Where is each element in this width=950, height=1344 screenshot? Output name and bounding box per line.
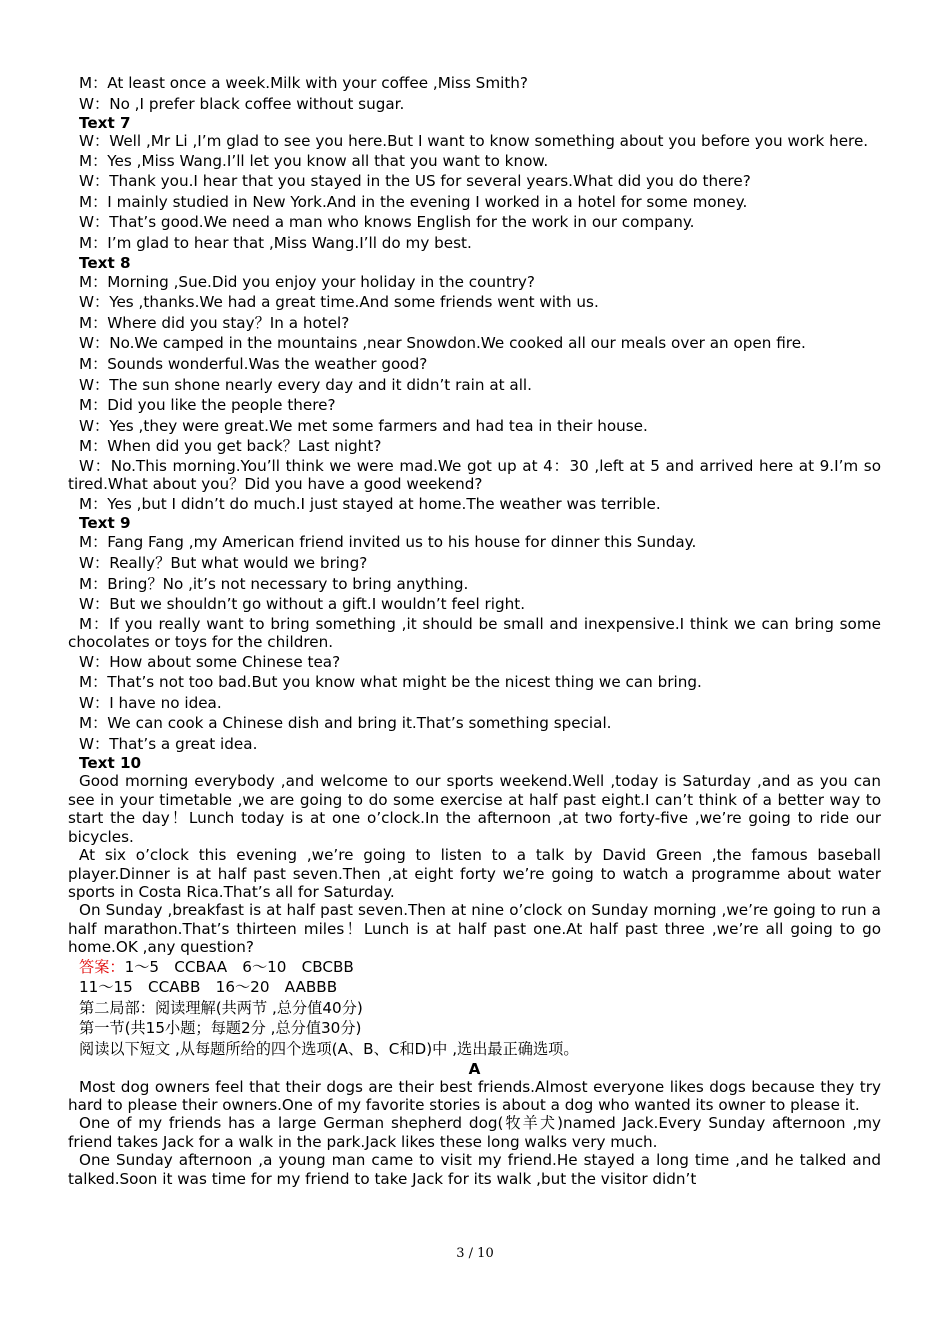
- section-heading-text10: Text 10: [79, 754, 142, 773]
- dialogue-line: M：Did you like the people there?: [79, 396, 336, 415]
- dialogue-line: M：When did you get back？Last night?: [79, 437, 382, 456]
- dialogue-paragraph: W：No.This morning.You’ll think we were mad.We got up at 4：30 ,left at 5 and arrived here at 9.I’m so tired.What about you？Did you have a good weekend?: [68, 456, 881, 494]
- dialogue-line: W：Thank you.I hear that you stayed in the US for several years.What did you do there?: [79, 172, 751, 191]
- document-page: [68, 73, 881, 1188]
- section-heading-text8: Text 8: [79, 253, 131, 272]
- dialogue-line: M：Where did you stay？In a hotel?: [79, 313, 350, 332]
- dialogue-line: W：How about some Chinese tea?: [79, 652, 341, 671]
- section-heading-text7: Text 7: [79, 114, 131, 133]
- dialogue-line: W：Yes ,thanks.We had a great time.And some friends went with us.: [79, 293, 599, 312]
- dialogue-line: M：That’s not too bad.But you know what might be the nicest thing we can bring.: [79, 673, 702, 692]
- dialogue-line: M：Yes ,but I didn’t do much.I just stayed at home.The weather was terrible.: [79, 494, 661, 513]
- dialogue-line: M：Yes ,Miss Wang.I’ll let you know all that you want to know.: [79, 151, 549, 170]
- dialogue-line: W：I have no idea.: [79, 693, 222, 712]
- dialogue-paragraph: W：Well ,Mr Li ,I’m glad to see you here.But I want to know something about you before you work here.: [79, 132, 869, 151]
- dialogue-line: M：I mainly studied in New York.And in the evening I worked in a hotel for some money.: [79, 192, 748, 211]
- dialogue-paragraph: M：If you really want to bring something ,it should be small and inexpensive.I think we can bring some chocolates or toys for the children.: [68, 614, 881, 652]
- monologue-paragraph: On Sunday ,breakfast is at half past seven.Then at nine o’clock on Sunday morning ,we’re going to run a half marathon.That’s thirteen miles！Lunch is at half past one.At half past three ,we’re all going to go home.OK ,any question?: [68, 901, 881, 957]
- instruction-text: 阅读以下短文 ,从每题所给的四个选项(A、B、C和D)中 ,选出最正确选项。: [79, 1039, 579, 1058]
- dialogue-line: M：We can cook a Chinese dish and bring it.That’s something special.: [79, 714, 612, 733]
- dialogue-line: M：At least once a week.Milk with your coffee ,Miss Smith?: [79, 74, 528, 92]
- monologue-paragraph: At six o’clock this evening ,we’re going to listen to a talk by David Green ,the famous baseball player.Dinner is at half past seven.Then ,at eight forty we’re going to watch a programme about water sports in Costa Rica.That’s all for Saturday.: [68, 846, 881, 901]
- dialogue-line: W：No.We camped in the mountains ,near Snowdon.We cooked all our meals over an open fire.: [79, 334, 806, 353]
- section-heading: 第一节(共15小题；每题2分 ,总分值30分): [79, 1019, 362, 1038]
- answer-key-line: 11～15 CCABB 16～20 AABBB: [79, 978, 338, 997]
- dialogue-line: M：I’m glad to hear that ,Miss Wang.I’ll do my best.: [79, 233, 472, 252]
- dialogue-line: M：Fang Fang ,my American friend invited us to his house for dinner this Sunday.: [79, 533, 697, 552]
- passage-paragraph: Most dog owners feel that their dogs are their best friends.Almost everyone likes dogs because they try hard to please their owners.One of my favorite stories is about a dog who wanted its owner to please it.: [68, 1077, 881, 1114]
- passage-letter: A: [468, 1059, 481, 1078]
- answer-label: 答案：: [79, 957, 125, 976]
- answer-values: 1～5 CCBAA 6～10 CBCBB: [124, 957, 354, 976]
- dialogue-line: W：The sun shone nearly every day and it didn’t rain at all.: [79, 375, 532, 394]
- dialogue-line: W：Really？But what would we bring?: [79, 553, 368, 572]
- part-heading: 第二局部：阅读理解(共两节 ,总分值40分): [79, 998, 363, 1017]
- dialogue-line: W：That’s good.We need a man who knows English for the work in our company.: [79, 213, 695, 232]
- answer-key-line: [68, 957, 881, 978]
- section-heading-text9: Text 9: [79, 514, 131, 533]
- dialogue-line: W：Yes ,they were great.We met some farmers and had tea in their house.: [79, 416, 648, 435]
- dialogue-line: M：Bring？No ,it’s not necessary to bring anything.: [79, 574, 469, 593]
- dialogue-line: M：Morning ,Sue.Did you enjoy your holiday in the country?: [79, 272, 535, 291]
- dialogue-line: M：Sounds wonderful.Was the weather good?: [79, 354, 428, 373]
- dialogue-line: W：No ,I prefer black coffee without sugar.: [79, 94, 405, 113]
- dialogue-line: W：But we shouldn’t go without a gift.I wouldn’t feel right.: [79, 595, 526, 614]
- page-number: 3 / 10: [456, 1246, 494, 1261]
- passage-paragraph: One of my friends has a large German shepherd dog(牧羊犬)named Jack.Every Sunday afternoon ,my friend takes Jack for a walk in the park.Jack likes these long walks very much.: [68, 1114, 881, 1151]
- monologue-paragraph: Good morning everybody ,and welcome to our sports weekend.Well ,today is Saturday ,and as you can see in your timetable ,we are going to do some exercise at half past eight.I can’t think of a better way to start the day！Lunch today is at one o’clock.In the afternoon ,at two forty-five ,we’re going to ride our bicycles.: [68, 772, 881, 846]
- passage-paragraph: One Sunday afternoon ,a young man came to visit my friend.He stayed a long time ,and he talked and talked.Soon it was time for my friend to take Jack for its walk ,but the visitor didn’t: [68, 1151, 881, 1188]
- dialogue-line: W：That’s a great idea.: [79, 734, 258, 753]
